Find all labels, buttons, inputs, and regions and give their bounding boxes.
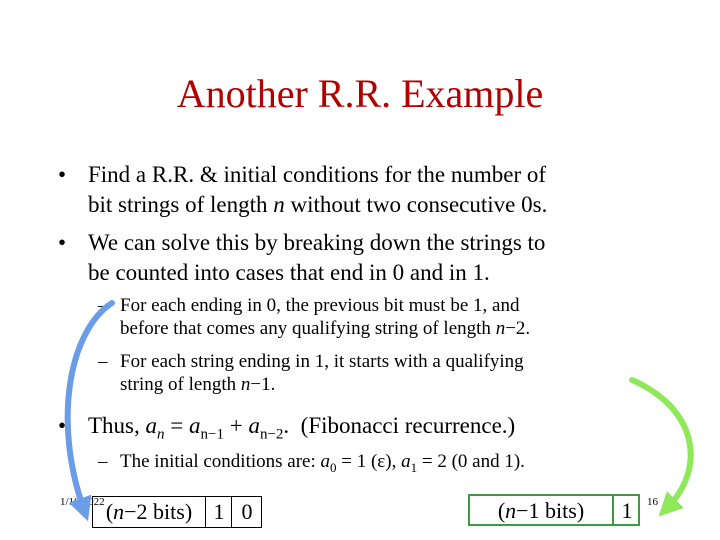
sub-bullet-1-line-2: before that comes any qualifying string of length n−2. [120, 318, 531, 339]
bit-cell-0: 0 [231, 497, 262, 527]
footer-date: 1/10/2022 [60, 496, 105, 508]
bullet-symbol: • [58, 230, 67, 255]
sub-bullet-2-line-1: For each string ending in 1, it starts with a qualifying [120, 351, 524, 372]
recurrence-formula: Thus, $a_n = a_{n-1} + a_{n-2}$. (Fibonacci recurrence.) [88, 413, 516, 443]
dash-symbol: – [98, 351, 108, 372]
bit-cell-1: 1 [205, 497, 232, 527]
initial-conditions-text: The initial conditions are: $a_0 = 1$ (ε), $a_1 = 2$ (0 and 1). [120, 451, 525, 475]
prefix-cell: (n−2 bits) [105, 499, 193, 524]
bullet-2-line-1: We can solve this by breaking down the strings to [88, 230, 546, 255]
right-curved-arrow [632, 380, 691, 508]
bullet-symbol: • [58, 413, 67, 438]
sub-bullet-2-line-2: string of length n−1. [120, 374, 276, 395]
bullet-1-line-2: bit strings of length n without two consecutive 0s. [88, 192, 548, 217]
slide-title: Another R.R. Example [176, 71, 544, 116]
dash-symbol: – [98, 451, 108, 472]
bullet-1-line-1: Find a R.R. & initial conditions for the number of [88, 162, 547, 187]
bit-cell-1: 1 [612, 496, 640, 526]
bullet-symbol: • [58, 162, 67, 187]
sub-bullet-1-line-1: For each ending in 0, the previous bit must be 1, and [120, 295, 520, 316]
prefix-cell: (n−1 bits) [497, 498, 585, 523]
dash-symbol: – [98, 295, 108, 316]
fibonacci-note: (Fibonacci recurrence.) [300, 413, 516, 438]
footer-page-number: 16 [647, 496, 658, 508]
bullet-2-line-2: be counted into cases that end in 0 and in 1. [88, 260, 490, 285]
left-curved-arrow [68, 303, 112, 510]
